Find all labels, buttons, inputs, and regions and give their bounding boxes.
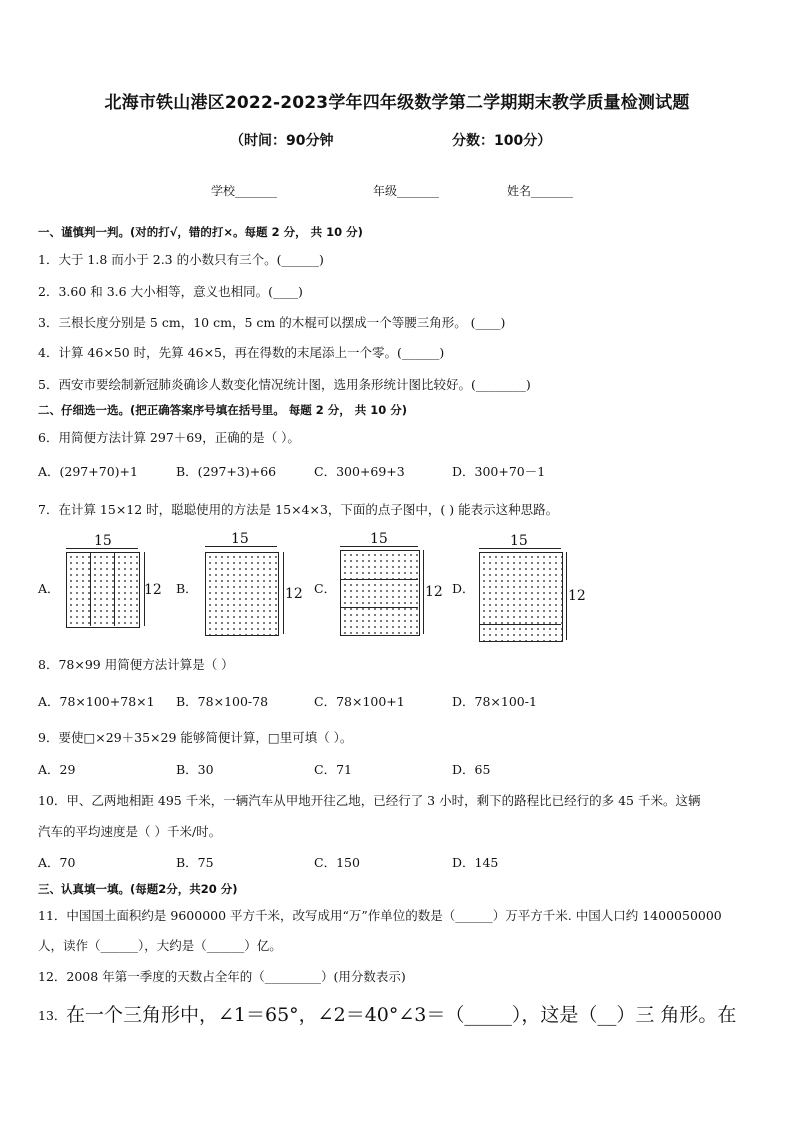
q9-option-c: C．71 <box>314 762 352 777</box>
question-10-line-2: 汽车的平均速度是（ ）千米/时。 <box>38 824 222 839</box>
q7-c-dot-grid <box>340 550 420 636</box>
question-5: 5．西安市要绘制新冠肺炎确诊人数变化情况统计图，选用条形统计图比较好。(________) <box>38 377 531 392</box>
q6-option-c: C．300+69+3 <box>314 464 405 479</box>
question-6: 6．用简便方法计算 297＋69，正确的是（ ）。 <box>38 430 300 445</box>
q7-a-dot-grid <box>66 552 140 628</box>
question-11-line-2: 人，读作（______），大约是（______）亿。 <box>38 938 282 953</box>
q7-b-height-label: 12 <box>285 586 303 602</box>
q8-option-a: A．78×100+78×1 <box>38 694 155 709</box>
q8-option-d: D．78×100-1 <box>452 694 537 709</box>
question-10-line-1: 10．甲、乙两地相距 495 千米，一辆汽车从甲地开往乙地，已经行了 3 小时，剩下的路程比已经行的多 45 千米。这辆 <box>38 793 701 808</box>
question-12: 12．2008 年第一季度的天数占全年的（_________）(用分数表示) <box>38 969 406 984</box>
q7-c-height-label: 12 <box>425 584 443 600</box>
q8-option-b: B．78×100-78 <box>176 694 269 709</box>
q7-d-width-label: 15 <box>510 533 528 549</box>
q6-option-b: B．(297+3)+66 <box>176 464 277 479</box>
question-8: 8．78×99 用简便方法计算是（ ） <box>38 657 234 672</box>
q7-a-height-label: 12 <box>144 582 162 598</box>
q7-b-width-label: 15 <box>231 531 249 547</box>
section-3-heading: 三、认真填一填。(每题2分，共20 分) <box>38 882 238 896</box>
school-field: 学校_______ <box>211 184 278 198</box>
q9-option-d: D．65 <box>452 762 491 777</box>
q7-label-c: C． <box>314 581 337 596</box>
q10-option-a: A．70 <box>38 855 76 870</box>
question-4: 4．计算 46×50 时，先算 46×5，再在得数的末尾添上一个零。(______) <box>38 345 445 360</box>
q7-label-b: B． <box>176 581 198 596</box>
q6-option-a: A．(297+70)+1 <box>38 464 138 479</box>
question-11-line-1: 11．中国国土面积约是 9600000 平方千米，改写成用“万”作单位的数是（______）万平方千米. 中国人口约 1400050000 <box>38 908 722 923</box>
section-2-heading: 二、仔细选一选。(把正确答案序号填在括号里。 每题 2 分， 共 10 分) <box>38 403 408 417</box>
question-2: 2．3.60 和 3.6 大小相等，意义也相同。(____) <box>38 284 303 299</box>
name-field: 姓名_______ <box>507 184 574 198</box>
q7-d-dot-grid <box>479 552 563 642</box>
q10-option-b: B．75 <box>176 855 214 870</box>
q8-option-c: C．78×100+1 <box>314 694 405 709</box>
q7-a-width-label: 15 <box>94 533 112 549</box>
q9-option-a: A．29 <box>38 762 76 777</box>
q7-c-width-label: 15 <box>370 531 388 547</box>
q6-option-d: D．300+70－1 <box>452 464 546 479</box>
question-9: 9．要使□×29＋35×29 能够简便计算，□里可填（ ）。 <box>38 730 353 745</box>
page-title: 北海市铁山港区2022-2023学年四年级数学第二学期期末教学质量检测试题 <box>104 93 690 113</box>
exam-time: （时间：90分钟 <box>230 133 334 149</box>
q7-label-a: A． <box>38 581 60 596</box>
question-7: 7．在计算 15×12 时，聪聪使用的方法是 15×4×3，下面的点子图中，( ) 能表示这种思路。 <box>38 502 559 517</box>
question-13-number: 13． <box>38 1008 67 1023</box>
section-1-heading: 一、谨慎判一判。(对的打√，错的打×。每题 2 分， 共 10 分) <box>38 225 363 239</box>
question-3: 3．三根长度分别是 5 cm，10 cm，5 cm 的木棍可以摆成一个等腰三角形。 (____) <box>38 315 506 330</box>
question-1: 1．大于 1.8 而小于 2.3 的小数只有三个。(______) <box>38 252 324 267</box>
q7-b-dot-grid <box>205 552 279 636</box>
question-13: 在一个三角形中，∠1＝65°，∠2＝40°∠3＝（_____），这是（__）三 角形。在 <box>66 1004 737 1026</box>
grade-field: 年级_______ <box>373 184 440 198</box>
q7-label-d: D． <box>452 581 475 596</box>
exam-score: 分数：100分） <box>452 133 552 149</box>
q9-option-b: B．30 <box>176 762 214 777</box>
q10-option-c: C．150 <box>314 855 360 870</box>
q10-option-d: D．145 <box>452 855 499 870</box>
q7-d-height-label: 12 <box>568 588 586 604</box>
